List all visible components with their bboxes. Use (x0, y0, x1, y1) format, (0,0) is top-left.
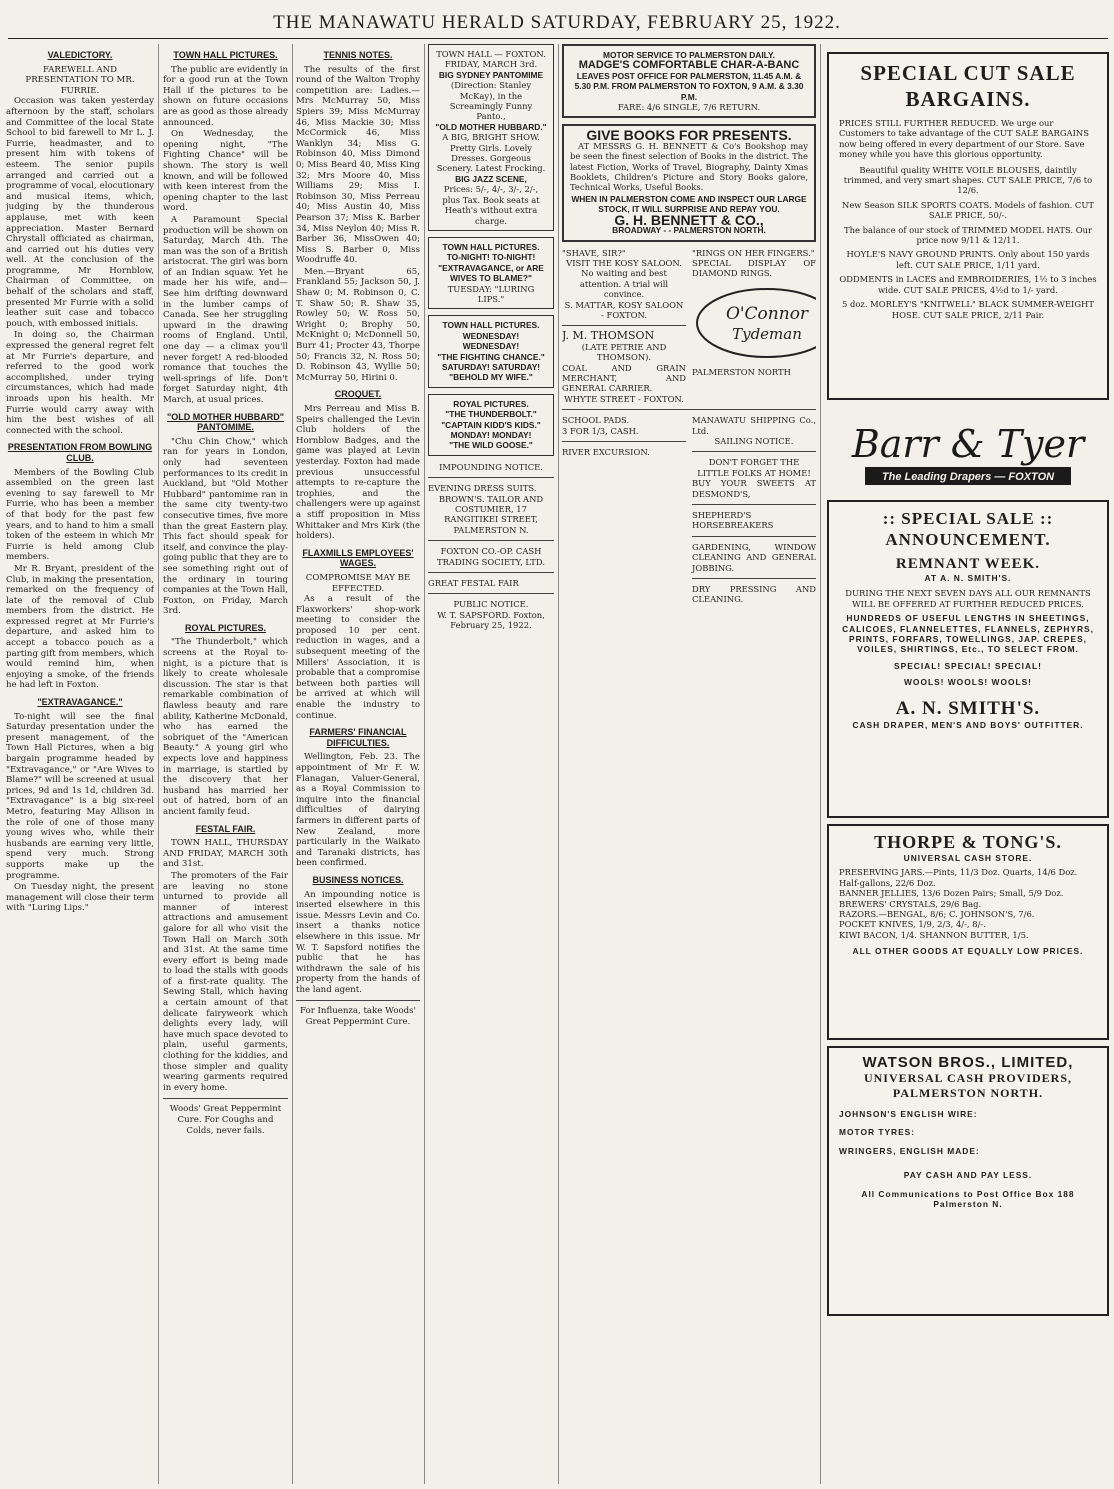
ad-item: RAZORS.—BENGAL, 8/6; C. JOHNSON'S, 7/6. (839, 909, 1035, 920)
ad-show-title: "BEHOLD MY WIFE." (449, 372, 533, 383)
ad-headline: SHEPHERD'S HORSEBREAKERS (692, 510, 774, 531)
ad-headline: BIG JAZZ SCENE, (455, 173, 527, 184)
ad-subhead: SAILING NOTICE. (714, 436, 794, 446)
ad-title: MADGE'S COMFORTABLE CHAR-A-BANC (578, 59, 800, 72)
barr-and-tyer-logo (843, 403, 1093, 495)
divider (163, 1098, 288, 1099)
column-2 (163, 44, 288, 1484)
ad-special-sale (827, 500, 1109, 818)
ad-subhead: SPECIAL DISPLAY OF DIAMOND RINGS. (692, 257, 816, 279)
svg-text:Barr & Tyer: Barr & Tyer (851, 422, 1085, 466)
ad-text: VISIT THE KOSY SALOON. No waiting and best attention. A trial will convince. (566, 257, 682, 300)
article-paragraph: To-night will see the final Saturday presentation under the present management, of the Town Hall Pictures, when a big bargain programme headed by "Extravagance," or "Are Wives to Blame?" will be screened at usual prices, 9d and 1s 1d, children 3d. "Extravagance" is a big six-reel Metro, featuring May Allison in the role of one of those many young wives who, while their husbands are earning very little, spend very much. Strong supports make up the programme. (6, 711, 154, 881)
footer-ad: Woods' Great Peppermint Cure. For Coughs and Colds, never fails. (169, 1104, 282, 1136)
ad-show-title: "OLD MOTHER HUBBARD." (435, 121, 547, 132)
headline-royal: ROYAL PICTURES. (184, 622, 267, 633)
ad-item: JOHNSON'S ENGLISH WIRE: (839, 1109, 978, 1119)
ad-row (562, 415, 816, 605)
article-paragraph: A Paramount Special production will be shown on Saturday, March 4th. The man was the son of a British aristocrat. The girl was born of an Indian squaw. Yet he made her his wife, and— See him drifting downward in the lumber camps of Canada. See her struggling upward in the drawing rooms of England. Until, one day — a climax you'll never forget! A red-blooded romance that touches the well-springs of life. Don't forget Saturday night, 4th March, at usual prices. (163, 214, 288, 405)
article-paragraph: On Wednesday, the opening night, "The Fighting Chance" will be shown. The story is well known, and will be followed with keen interest from the opening chapter to the last word. (163, 129, 288, 214)
divider (562, 441, 686, 442)
subhead-farewell: FAREWELL AND PRESENTATION TO MR. FURRIE. (25, 64, 135, 96)
ad-column-right (692, 415, 816, 605)
ad-text: TUESDAY: "LURING LIPS." (447, 283, 535, 304)
footer-ad: For Influenza, take Woods' Great Peppermint Cure. (300, 1006, 416, 1028)
ad-subhead: CASH DRAPER, MEN'S AND BOYS' OUTFITTER. (852, 719, 1084, 730)
divider (562, 409, 816, 410)
headline-festal-fair: FESTAL FAIR. (195, 823, 256, 834)
ad-footer: ALL OTHER GOODS AT EQUALLY LOW PRICES. (852, 946, 1084, 957)
headline-town-hall: TOWN HALL PICTURES. (173, 50, 278, 60)
ad-column-left (562, 415, 686, 605)
ad-books (562, 124, 816, 241)
ad-town-hall-wednesday (428, 315, 554, 387)
article-paragraph: In doing so, the Chairman expressed the general regret felt at Mr Furrie's departure, and referred to the good work accomplished, under trying circumstances, which had made inroads upon his health. Mr Furrie would carry away with him the best wishes of all connected with the school. (6, 330, 154, 436)
headline-bowling: PRESENTATION FROM BOWLING CLUB. (7, 442, 153, 463)
ad-subhead: AT A. N. SMITH'S. (924, 573, 1012, 583)
divider (562, 325, 686, 326)
ad-rings (692, 248, 816, 405)
article-paragraph: Mrs Perreau and Miss B. Speirs challenged the Levin Club holders of the Hornblow Badges, and the game was played at Levin yesterday. Foxton had made previous unsuccessful attempts to re-capture the trophies, and the challengers were up against a stiff proposition in Miss Whittaker and Mrs Kirk (the holders). (296, 404, 420, 542)
ad-thorpe-tongs (827, 824, 1109, 1040)
ad-pantomime (428, 44, 554, 231)
column-3 (296, 44, 420, 1484)
column-5 (562, 44, 816, 1484)
column-divider (158, 44, 159, 1484)
ad-cut-sale (827, 52, 1109, 400)
ad-item: 5 doz. MORLEY'S "KNITWELL" BLACK SUMMER-WEIGHT HOSE. CUT SALE PRICE, 2/11 Pair. (842, 299, 1094, 320)
ad-subhead: REMNANT WEEK. (895, 556, 1041, 572)
article-paragraph: "Chu Chin Chow," which ran for years in London, only had seventeen performances to its credit in Auckland, but "Old Mother Hubbard" pantomime ran in the same city twenty-two consecutive times, five more than the great Eastern play. This fact should speak for itself, and convince the play-going public that they are to see something right out of the ordinary in touring companies at the Town Hall, Foxton, on Friday, March 3rd. (163, 436, 288, 617)
ad-address: BROADWAY - - PALMERSTON NORTH. (612, 225, 766, 236)
column-divider (292, 44, 293, 1484)
ad-text: BROWN'S. TAILOR AND COSTUMIER, 17 RANGITIKEI STREET, PALMERSTON N. (438, 493, 544, 535)
article-paragraph: The promoters of the Fair are leaving no stone unturned to provide all manner of interest attractions and amusement galore for all who visit the Town Hall on March 30th and 31st. At the same time every effort is being made to load the stalls with goods of a first-rate quality. The Sewing Stall, which having a certain amount of that delicate fairyweork which delights every lady, will have much space devoted to plain, useful garments, clothing for the kiddies, and those simpler and quality wearing garments required in every home. (163, 870, 288, 1093)
ad-text: S. MATTAR, KOSY SALOON - FOXTON. (564, 299, 684, 320)
ad-item: WRINGERS, ENGLISH MADE: (839, 1145, 980, 1156)
ad-text: HUNDREDS OF USEFUL LENGTHS IN SHEETINGS, CALICOES, FLANNELETTES, FLANNELS, ZEPHYRS, PRINTS, FORFARS, TOWELLINGS, JAP. CREPES, VOILES, SHIRTINGS, Etc., TO SELECT FROM. (842, 613, 1094, 655)
divider (692, 578, 816, 579)
ad-headline: MOTOR SERVICE TO PALMERSTON DAILY. (602, 50, 776, 60)
ad-headline: TOWN HALL PICTURES. (442, 241, 540, 252)
article-paragraph: Occasion was taken yesterday afternoon by the staff, scholars and Committee of the local State School to bid farewell to Mr L. J. Furrie, headmaster, and to present him with tokens of esteem. The senior pupils arranged and carried out a programme of vocal, elocutionary and musical items, which, judging by the thunderous applause, met with keen appreciation. Master Bernard Chrystall officiated as chairman, and carried out his duties very well. At the conclusion of the programme, Mr Hornblow, Chairman of Committee, on behalf of the scholars and staff, presented Mr Furrie with a solid leather suit case and tobacco pouch, with embossed initials. (6, 96, 154, 329)
ad-headline: BIG SYDNEY PANTOMIME (438, 69, 544, 80)
ad-headline: "SHAVE, SIR?" (562, 247, 626, 258)
ad-town-hall-tonight (428, 237, 554, 309)
masthead-title: THE MANAWATU HERALD SATURDAY, FEBRUARY 25, 1922. (273, 12, 841, 33)
divider (428, 572, 554, 573)
ad-item: MOTOR TYRES: (839, 1127, 916, 1138)
ad-subhead: WHEN IN PALMERSTON COME AND INSPECT OUR LARGE STOCK, IT WILL SURPRISE AND REPAY YOU. (571, 193, 807, 215)
ad-text: LEAVES POST OFFICE FOR PALMERSTON, 11.45 A.M. & 5.30 P.M. FROM PALMERSTON TO FOXTON, 9 A.M. & 3.30 P.M. (574, 70, 804, 102)
headline-tennis: TENNIS NOTES. (323, 50, 393, 60)
ad-headline: EVENING DRESS SUITS. (428, 483, 537, 494)
article-paragraph: Mr R. Bryant, president of the Club, in making the presentation, remarked on the frequency of late of the removal of Club members from the district. He expressed regret at Mr Furrie's departure, and asked him to accept a tobacco pouch as a parting gift from members, which would remind him, when enjoying a smoke, of the friends he had left in Foxton. (6, 563, 154, 691)
ad-subhead: WOOLS! WOOLS! WOOLS! (904, 677, 1032, 688)
ad-headline: ROYAL PICTURES. (453, 398, 529, 409)
ad-headline: :: SPECIAL SALE :: ANNOUNCEMENT. (882, 509, 1054, 549)
ad-address: WHYTE STREET - FOXTON. (564, 393, 684, 404)
divider (692, 536, 816, 537)
headline-pantomime: "OLD MOTHER HUBBARD" PANTOMIME. (166, 411, 285, 433)
ad-item: BANNER JELLIES, 13/6 Dozen Pairs; Small, 5/9 Doz. (839, 888, 1064, 899)
ad-text: (Direction: Stanley McKay), in the Screamingly Funny Panto., (449, 80, 533, 122)
ad-subhead: BUY YOUR SWEETS AT DESMOND'S, (692, 478, 816, 499)
article-paragraph: "The Thunderbolt," which screens at the Royal to-night, is a picture that is likely to create wholesale discussion. The star is that remarkable combination of flawless beauty and rare ability, Katherine McDonald, who has earned the sobriquet of the "American Beauty." A young girl who expects love and happiness in marriage, is startled by the discovery that her husband has married her out of hatred, born of an ancient family feud. (163, 637, 288, 817)
ad-fare: FARE: 4/6 SINGLE, 7/6 RETURN. (617, 102, 761, 113)
ad-subhead: COAL AND GRAIN MERCHANT, AND GENERAL CARRIER. (562, 362, 686, 394)
masthead-rule (8, 38, 1108, 39)
subhead-compromise: COMPROMISE MAY BE EFFECTED. (305, 572, 411, 594)
ad-subhead: WEDNESDAY! WEDNESDAY! (462, 330, 520, 352)
ad-show-title: "THE THUNDERBOLT." (445, 409, 537, 420)
column-divider (820, 44, 821, 1484)
ad-item: POCKET KNIVES, 1/9, 2/3, 4/-, 8/-. (839, 919, 986, 930)
divider (296, 1000, 420, 1001)
ad-watson-bros (827, 1046, 1109, 1316)
ad-headline: MANAWATU SHIPPING Co., Ltd. (692, 415, 816, 436)
article-paragraph: On Tuesday night, the present management will close their term with "Luring Lips." (6, 882, 154, 914)
ad-headline: GREAT FESTAL FAIR (428, 578, 519, 589)
ad-item: PRESERVING JARS.—Pints, 11/3 Doz. Quarts, 14/6 Doz. Half-gallons, 22/6 Doz. (839, 867, 1078, 888)
divider (428, 540, 554, 541)
notice-coop: FOXTON CO.-OP. CASH TRADING SOCIETY, LTD. (437, 546, 545, 567)
ad-headline: DRY PRESSING AND CLEANING. (692, 584, 816, 605)
oconnor-tydeman-logo (692, 283, 816, 363)
ad-prices: Prices: 5/-, 4/-, 3/-, 2/-, plus Tax. Book seats at Heath's without extra charge. (442, 184, 540, 226)
ad-subhead: SPECIAL! SPECIAL! SPECIAL! (894, 660, 1042, 671)
column-4 (428, 44, 554, 1484)
ad-item: Beautiful quality WHITE VOILE BLOUSES, daintily trimmed, and very smart shapes. CUT SALE PRICE, 7/6 to 12/6. (843, 164, 1093, 196)
ad-headline: THORPE & TONG'S. (874, 832, 1062, 852)
ad-address: PALMERSTON NORTH (692, 366, 791, 377)
ad-text: A BIG, BRIGHT SHOW. Pretty Girls. Lovely Dresses. Gorgeous Scenery. Latest Frocking. (436, 132, 546, 174)
ad-show-title: "CAPTAIN KIDD'S KIDS." (441, 419, 541, 430)
article-paragraph: An impounding notice is inserted elsewhere in this issue. Messrs Levin and Co. insert a thanks notice elsewhere in this issue. Mr W. T. Sapsford notifies the public that he has withdrawn the sale of his property from the hands of the land agent. (296, 889, 420, 995)
ad-footer: PAY CASH AND PAY LESS. (903, 1170, 1033, 1181)
ad-headline: TOWN HALL PICTURES. (442, 320, 540, 331)
ad-item: ODDMENTS in LACES and EMBROIDERIES, 1½ to 3 inches wide. CUT SALE PRICES, 4½d to 1/- yard. (839, 274, 1097, 295)
ad-shave (562, 248, 686, 405)
ad-venue: TOWN HALL — FOXTON. FRIDAY, MARCH 3rd. (436, 49, 546, 70)
public-notice-signature: W. T. SAPSFORD. Foxton, February 25, 1922. (437, 609, 545, 631)
ad-headline: RIVER EXCURSION. (562, 447, 650, 457)
headline-flaxmills: FLAXMILLS EMPLOYEES' WAGES. (302, 547, 414, 569)
ad-headline: SPECIAL CUT SALE BARGAINS. (860, 61, 1076, 111)
headline-business: BUSINESS NOTICES. (312, 874, 404, 885)
svg-text:The Leading Drapers — FOXTON: The Leading Drapers — FOXTON (881, 471, 1055, 483)
ad-subhead: UNIVERSAL CASH STORE. (903, 853, 1033, 863)
ad-item: New Season SILK SPORTS COATS. Models of fashion. CUT SALE PRICE, 50/-. (842, 199, 1094, 221)
headline-extravagance: "EXTRAVAGANCE." (37, 697, 123, 708)
ad-show-title: "EXTRAVAGANCE, or ARE WIVES TO BLAME?" (438, 262, 544, 284)
ad-text: AT MESSRS G. H. BENNETT & Co's Bookshop may be seen the finest selection of Books in the district. The latest Fiction, Works of Travel, Biography, Dainty Xmas Booklets, Children's Picture and Story Books galore, Technical Works, Useful Books. (570, 140, 808, 193)
ad-show-title: "THE WILD GOOSE." (449, 440, 533, 451)
ad-subhead: MONDAY! MONDAY! (450, 430, 532, 440)
svg-text:Tydeman: Tydeman (732, 324, 802, 343)
article-paragraph: As a result of the Flaxworkers' shop-work meeting to consider the proposed 10 per cent. reduction in wages, and a subsequent meeting of the Millers' Association, it is probable that a compromise between both parties will be arrived at which will enable the industry to continue. (296, 594, 420, 721)
public-notice: PUBLIC NOTICE. (453, 599, 529, 610)
column-divider (558, 44, 559, 1484)
ad-address: All Communications to Post Office Box 188 Palmerston N. (861, 1188, 1075, 1210)
ad-item: KIWI BACON, 1/4. SHANNON BUTTER, 1/5. (839, 929, 1029, 940)
headline-croquet: CROQUET. (334, 389, 382, 400)
divider (692, 504, 816, 505)
ad-royal-pictures (428, 394, 554, 456)
ad-headline: "RINGS ON HER FINGERS." (692, 247, 815, 258)
ad-subhead: UNIVERSAL CASH PROVIDERS, PALMERSTON NORTH. (863, 1071, 1073, 1100)
headline-farmers: FARMERS' FINANCIAL DIFFICULTIES. (309, 727, 407, 748)
ad-business-name: A. N. SMITH'S. (895, 697, 1041, 719)
ad-show-title: "THE FIGHTING CHANCE." (437, 351, 545, 362)
ad-headline: GARDENING, WINDOW CLEANING AND GENERAL JOBBING. (692, 541, 816, 573)
svg-text:O'Connor: O'Connor (725, 303, 809, 324)
ad-item: BREWERS' CRYSTALS, 29/6 Bag. (839, 898, 982, 909)
ad-headline: DON'T FORGET THE LITTLE FOLKS AT HOME! (697, 457, 811, 478)
divider (428, 477, 554, 478)
column-1 (6, 44, 154, 1484)
ad-text: (LATE PETRIE AND THOMSON). (581, 341, 667, 363)
divider (692, 451, 816, 452)
article-paragraph: Men.—Bryant 65, Frankland 55; Jackson 50, J. Shaw 0; M. Robinson 0, C. T. Shaw 50; R. Shaw 35, Rowley 50; W. Ross 50, Wright 0; Brophy 50, McKnight 0; McDonnell 50, Burr 41; Procter 43, Thorpe 50; Francis 32, N. Ross 50; D. Robinson 43, Wyllie 50; McMurray 50, Hirini 0. (296, 266, 420, 383)
article-paragraph: TOWN HALL, THURSDAY AND FRIDAY, MARCH 30th and 31st. (163, 838, 288, 870)
article-paragraph: The public are evidently in for a good run at the Town Hall if the pictures to be shown on future occasions are as good as those already announced. (163, 64, 288, 128)
ad-item: HOYLE'S NAVY GROUND PRINTS. Only about 150 yards left. CUT SALE PRICE, 1/11 yard. (846, 249, 1090, 270)
ad-subhead: TO-NIGHT! TO-NIGHT! (446, 252, 536, 263)
ad-text: DURING THE NEXT SEVEN DAYS ALL OUR REMNANTS WILL BE OFFERED AT FURTHER REDUCED PRICES. (845, 588, 1091, 609)
article-paragraph: Wellington, Feb. 23. The appointment of Mr F. W. Flanagan, Valuer-General, as a Royal Commission to inquire into the financial difficulties of dairying farmers in different parts of New Zealand, more particularly in the Waikato and Taranaki districts, has been confirmed. (296, 752, 420, 869)
ad-headline: GIVE BOOKS FOR PRESENTS. (586, 127, 792, 144)
ad-subhead: SATURDAY! SATURDAY! (441, 361, 541, 372)
ad-headline: WATSON BROS., LIMITED, (862, 1054, 1074, 1071)
ad-item: The balance of our stock of TRIMMED MODEL HATS. Our price now 9/11 & 12/11. (843, 224, 1092, 246)
article-paragraph: The results of the first round of the Walton Trophy competition are: Ladies.—Mrs McMurray 50, Miss Spiers 39; Miss McMurray 46, Miss Mackie 30; Miss McCormick 46, Miss Wanklyn 34; Miss G. Robinson 40, Miss Dimond 0; Miss Beard 40, Miss King 32; Mrs Moore 40, Miss Williams 29; Miss I. Robinson 30, Miss Perreau 40; Miss Austin 40, Miss Pearson 37; Miss K. Barber 34, Miss Neylon 40; Miss R. Barber 36, MissOwen 40; Miss S. Barber 0, Miss Woodruffe 40. (296, 64, 420, 266)
ad-business-name: G. H. BENNETT & CO., (614, 211, 764, 228)
ad-text: PRICES STILL FURTHER REDUCED. We urge our Customers to take advantage of the CUT SALE BARGAINS now being offered in every department of our Store. Save money while you have this glorious opportunity. (839, 118, 1089, 160)
column-divider (424, 44, 425, 1484)
ad-headline: SCHOOL PADS. (562, 415, 630, 426)
ad-row (562, 248, 816, 405)
article-paragraph: Members of the Bowling Club assembled on the green last evening to say farewell to Mr Furrie, who has been a member of that body for the past few years, and to hand to him a small token of the esteem in which Mr Furrie is held among Club members. (6, 467, 154, 563)
impounding-notice: IMPOUNDING NOTICE. (439, 461, 543, 472)
ad-subhead: 3 FOR 1/3, CASH. (562, 425, 639, 436)
ad-business-name: J. M. THOMSON (562, 329, 655, 343)
headline-valedictory: VALEDICTORY. (47, 50, 113, 60)
ad-motor-service (562, 44, 816, 118)
divider (428, 593, 554, 594)
